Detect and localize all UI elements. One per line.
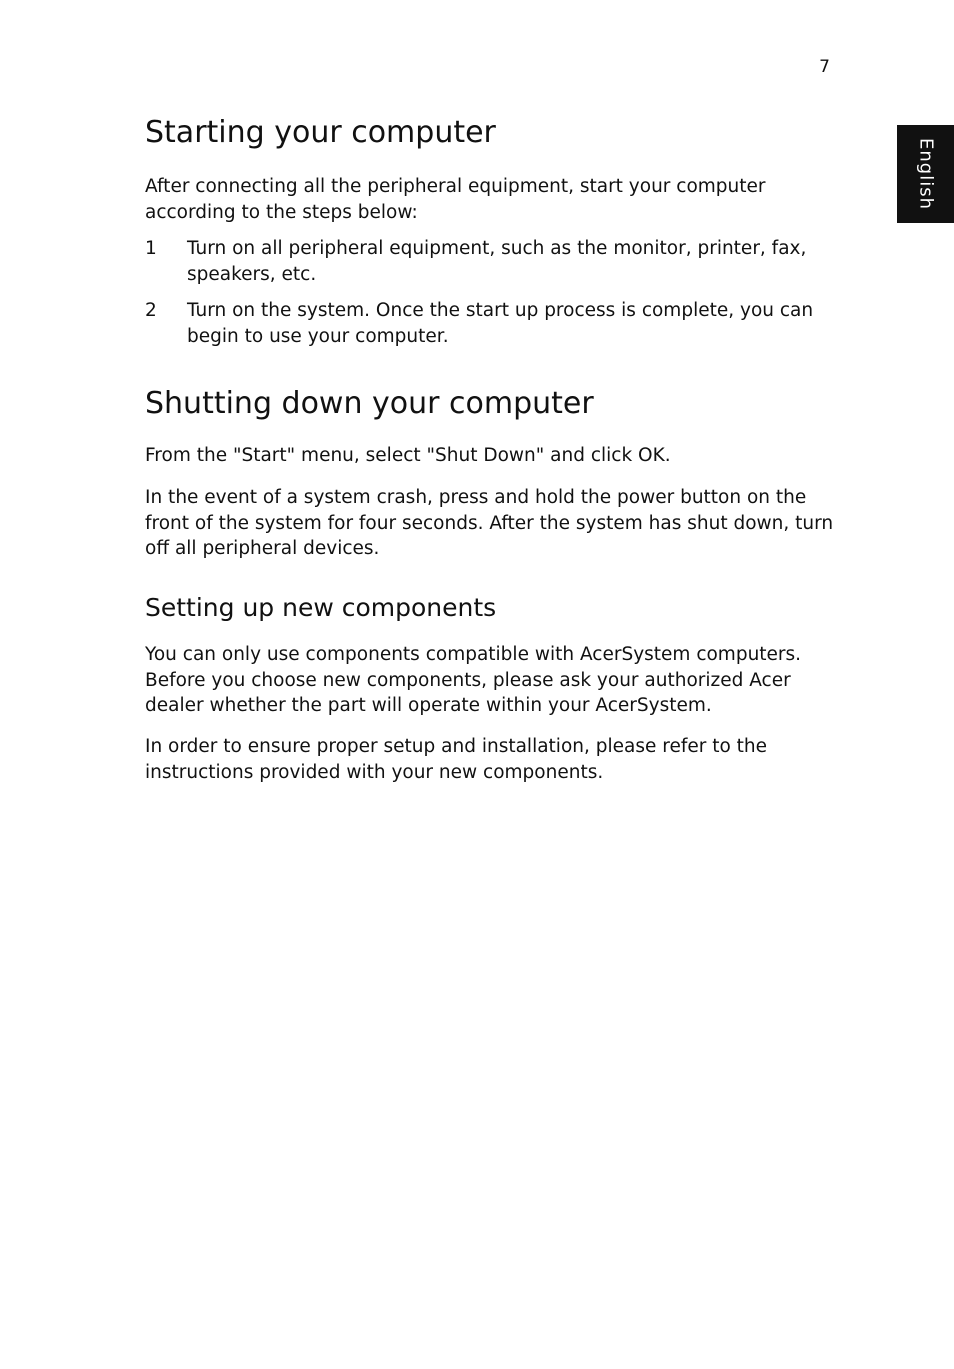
section-title-shutting: Shutting down your computer [145, 386, 594, 421]
shutting-para-1: From the "Start" menu, select "Shut Down" and click OK. [145, 445, 671, 466]
language-tab-label: English [915, 138, 936, 210]
step-text: Turn on the system. Once the start up process is complete, you can begin to use your computer. [187, 300, 814, 347]
step-number: 2 [145, 300, 157, 321]
page-number: 7 [819, 57, 830, 77]
list-item [145, 298, 835, 350]
step-text: Turn on all peripheral equipment, such as the monitor, printer, fax, speakers, etc. [187, 238, 807, 285]
components-para-1: You can only use components compatible with AcerSystem computers. Before you choose new components, please ask your authorized Acer dealer whether the part will operate within your AcerSystem. [145, 644, 802, 716]
shutting-para-2: In the event of a system crash, press and hold the power button on the front of the system for four seconds. After the system has shut down, turn off all peripheral devices. [145, 487, 834, 559]
starting-intro: After connecting all the peripheral equipment, start your computer according to the steps below: [145, 176, 766, 223]
list-item [145, 236, 835, 288]
section-title-starting: Starting your computer [145, 115, 496, 150]
step-number: 1 [145, 238, 157, 259]
components-para-2: In order to ensure proper setup and installation, please refer to the instructions provided with your new components. [145, 736, 768, 783]
section-title-components: Setting up new components [145, 593, 497, 622]
language-tab [897, 125, 954, 223]
